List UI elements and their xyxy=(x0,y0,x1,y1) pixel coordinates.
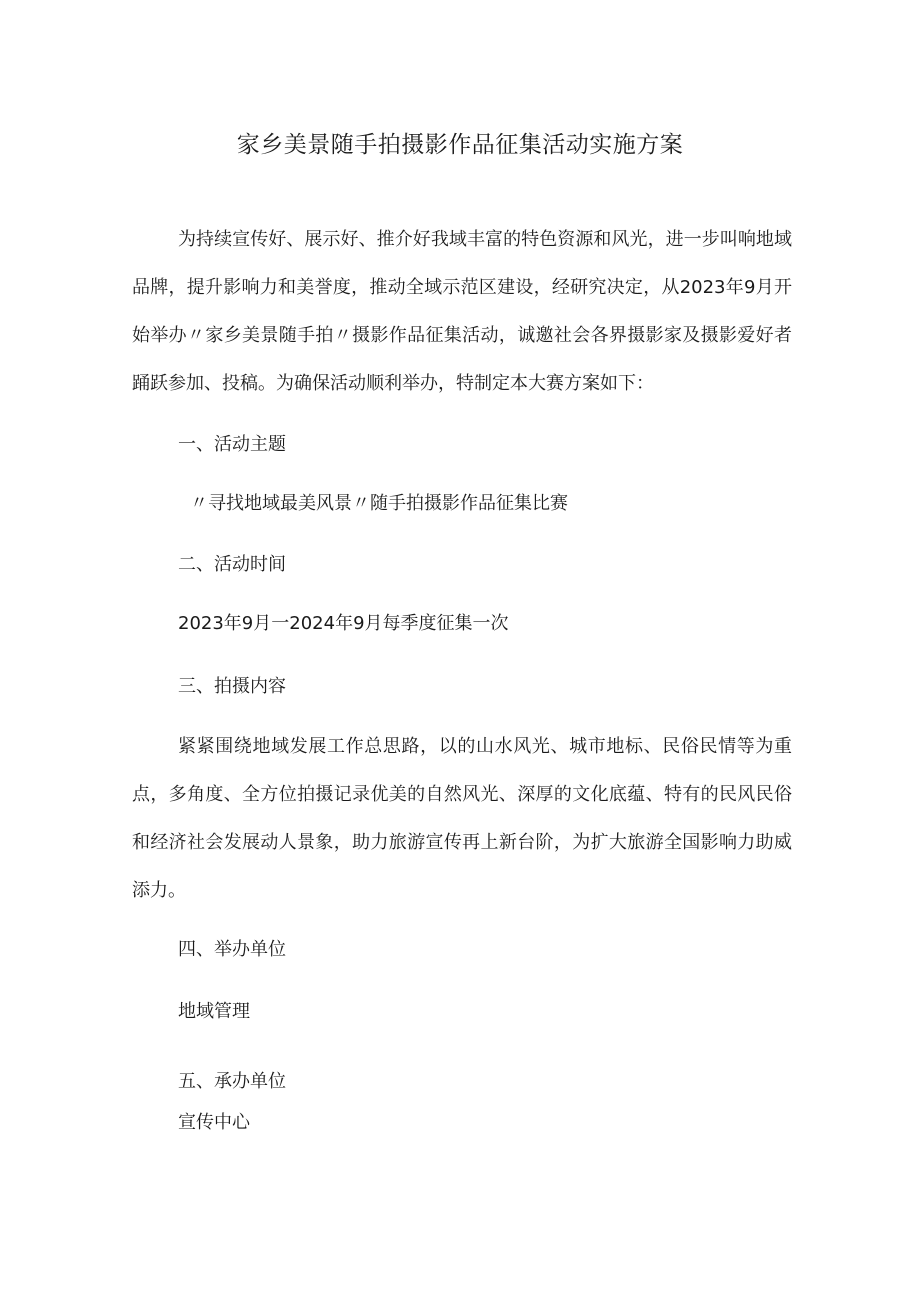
intro-paragraph: 为持续宣传好、展示好、推介好我域丰富的特色资源和风光，进一步叫响地域品牌，提升影响力和美誉度，推动全域示范区建设，经研究决定，从2023年9月开始举办〃家乡美景随手拍〃摄影作品征集活动，诚邀社会各界摄影家及摄影爱好者踊跃参加、投稿。为确保活动顺利举办，特制定本大赛方案如下： xyxy=(132,229,792,394)
section-heading-theme: 一、活动主题 xyxy=(178,434,286,455)
section-heading-undertaker: 五、承办单位 xyxy=(178,1071,286,1092)
section-content-organizer: 地域管理 xyxy=(178,1001,250,1022)
section-heading-time: 二、活动时间 xyxy=(178,554,286,575)
section-content-shooting: 紧紧围绕地域发展工作总思路，以的山水风光、城市地标、民俗民情等为重点，多角度、全方位拍摄记录优美的自然风光、深厚的文化底蕴、特有的民风民俗和经济社会发展动人景象，助力旅游宣传再上新台阶，为扩大旅游全国影响力助威添力。 xyxy=(132,736,792,901)
section-heading-content: 三、拍摄内容 xyxy=(178,676,286,697)
section-content-undertaker: 宣传中心 xyxy=(178,1112,250,1133)
document-title: 家乡美景随手拍摄影作品征集活动实施方案 xyxy=(236,132,684,158)
section-content-time: 2023年9月一2024年9月每季度征集一次 xyxy=(178,613,509,634)
section-heading-organizer: 四、举办单位 xyxy=(178,939,286,960)
section-content-theme: 〃寻找地域最美风景〃随手拍摄影作品征集比赛 xyxy=(190,493,568,514)
